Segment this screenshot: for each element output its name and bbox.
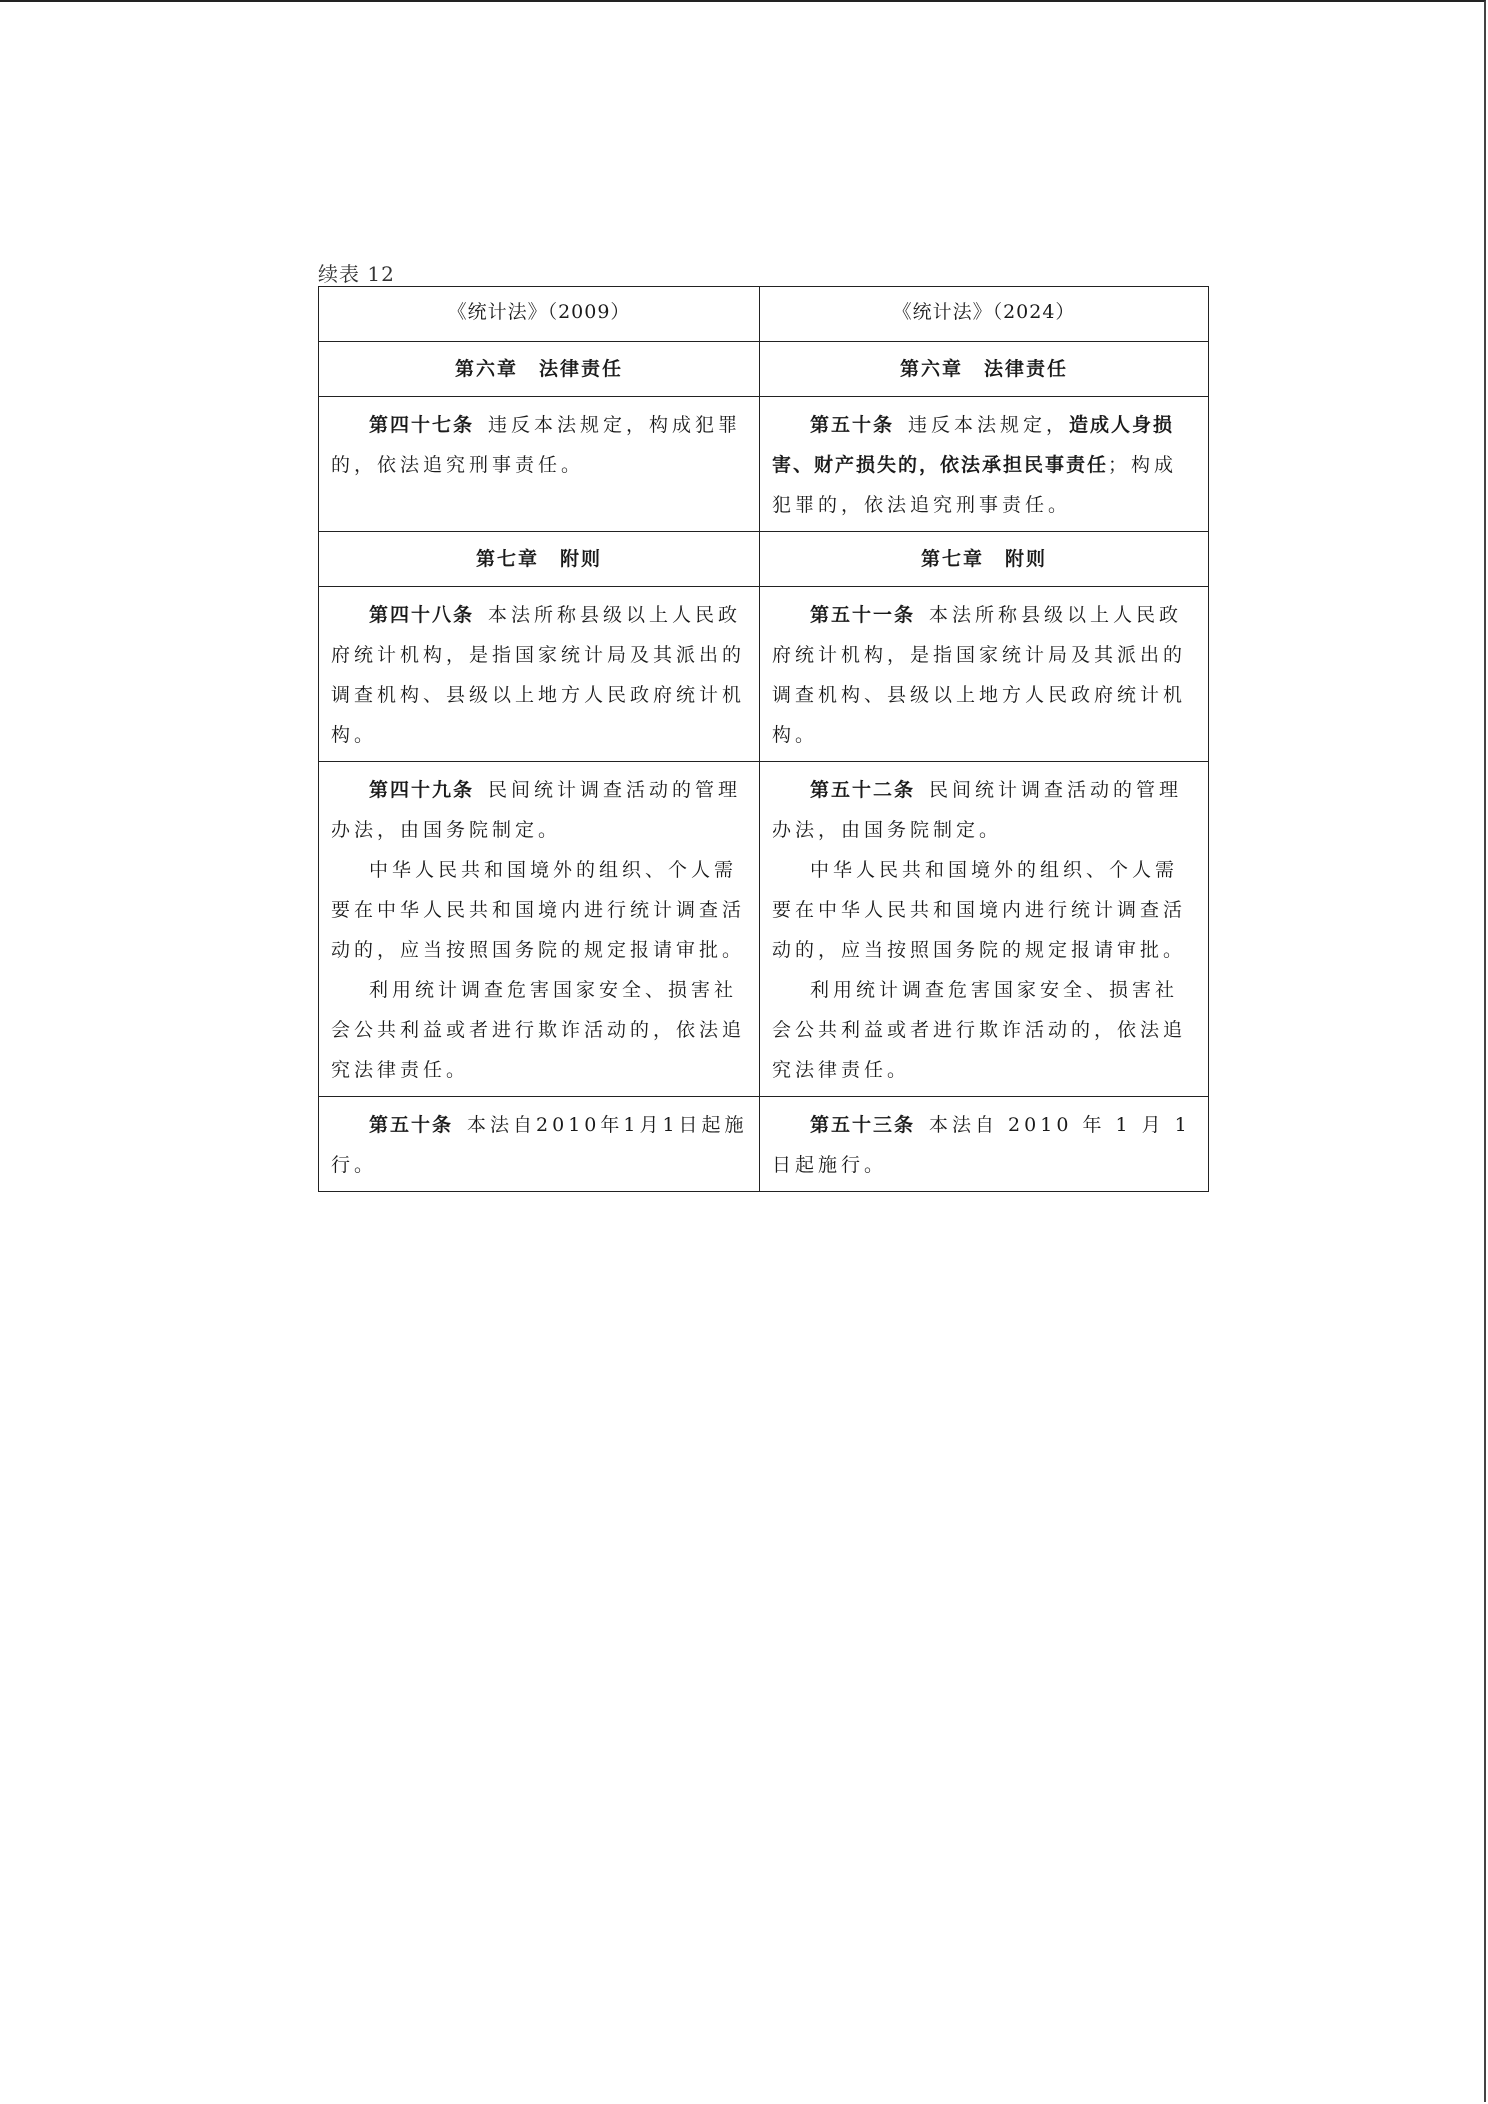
article-49-para-1: [331, 770, 749, 850]
article-50-cell: [760, 397, 1209, 532]
chapter-7-right: 第七章 附则: [760, 532, 1209, 587]
amended-text: 造成人身损害、财产损失的，依法承担民事责任: [772, 414, 1175, 476]
article-50-old-cell: [319, 1097, 760, 1192]
article-number: 第四十八条: [369, 604, 475, 626]
table-row: [319, 587, 1209, 762]
header-2009: 《统计法》（2009）: [319, 287, 760, 342]
article-body: ；构成犯罪的，依法追究刑事责任。: [772, 454, 1178, 516]
article-50-text: [772, 405, 1198, 525]
table-header-row: [319, 287, 1209, 342]
article-52-cell: [760, 762, 1209, 1097]
chapter-6-left: 第六章 法律责任: [319, 342, 760, 397]
article-body: 民间统计调查活动的管理办法，由国务院制定。: [331, 779, 742, 841]
article-body: 本法自2010年1月1日起施行。: [331, 1114, 748, 1176]
article-number: 第五十一条: [810, 604, 916, 626]
article-47-text: [331, 405, 749, 485]
table-row: [319, 397, 1209, 532]
chapter-7-left: 第七章 附则: [319, 532, 760, 587]
article-51-cell: [760, 587, 1209, 762]
article-body: 民间统计调查活动的管理办法，由国务院制定。: [772, 779, 1183, 841]
article-52-para-2: 中华人民共和国境外的组织、个人需要在中华人民共和国境内进行统计调查活动的，应当按照国务院的规定报请审批。: [772, 859, 1187, 961]
article-number: 第五十二条: [810, 779, 916, 801]
article-body: 本法所称县级以上人民政府统计机构，是指国家统计局及其派出的调查机构、县级以上地方人民政府统计机构。: [772, 604, 1187, 746]
article-body: 本法所称县级以上人民政府统计机构，是指国家统计局及其派出的调查机构、县级以上地方人民政府统计机构。: [331, 604, 746, 746]
article-body: 违反本法规定，: [908, 414, 1070, 436]
header-2024: 《统计法》（2024）: [760, 287, 1209, 342]
article-51-text: [772, 595, 1198, 755]
comparison-table: [318, 286, 1209, 1192]
article-49-para-3: 利用统计调查危害国家安全、损害社会公共利益或者进行欺诈活动的，依法追究法律责任。: [331, 979, 746, 1081]
article-number: 第五十条: [369, 1114, 454, 1136]
table-caption: 续表 12: [318, 262, 395, 286]
article-49-para-2: 中华人民共和国境外的组织、个人需要在中华人民共和国境内进行统计调查活动的，应当按照国务院的规定报请审批。: [331, 859, 746, 961]
article-number: 第四十九条: [369, 779, 475, 801]
table-row: [319, 1097, 1209, 1192]
article-50-old-text: [331, 1105, 749, 1185]
article-number: 第四十七条: [369, 414, 475, 436]
article-49-cell: [319, 762, 760, 1097]
article-48-text: [331, 595, 749, 755]
article-47-cell: [319, 397, 760, 532]
chapter-6-right: 第六章 法律责任: [760, 342, 1209, 397]
article-52-para-3: 利用统计调查危害国家安全、损害社会公共利益或者进行欺诈活动的，依法追究法律责任。: [772, 979, 1187, 1081]
chapter-row-7: [319, 532, 1209, 587]
article-number: 第五十三条: [810, 1114, 916, 1136]
article-body: 本法自 2010 年 1 月 1 日起施行。: [772, 1114, 1191, 1176]
article-body: 违反本法规定，构成犯罪的，依法追究刑事责任。: [331, 414, 742, 476]
article-number: 第五十条: [810, 414, 895, 436]
article-52-para-1: [772, 770, 1198, 850]
table-row: [319, 762, 1209, 1097]
article-53-text: [772, 1105, 1198, 1185]
article-48-cell: [319, 587, 760, 762]
chapter-row-6: [319, 342, 1209, 397]
article-53-cell: [760, 1097, 1209, 1192]
